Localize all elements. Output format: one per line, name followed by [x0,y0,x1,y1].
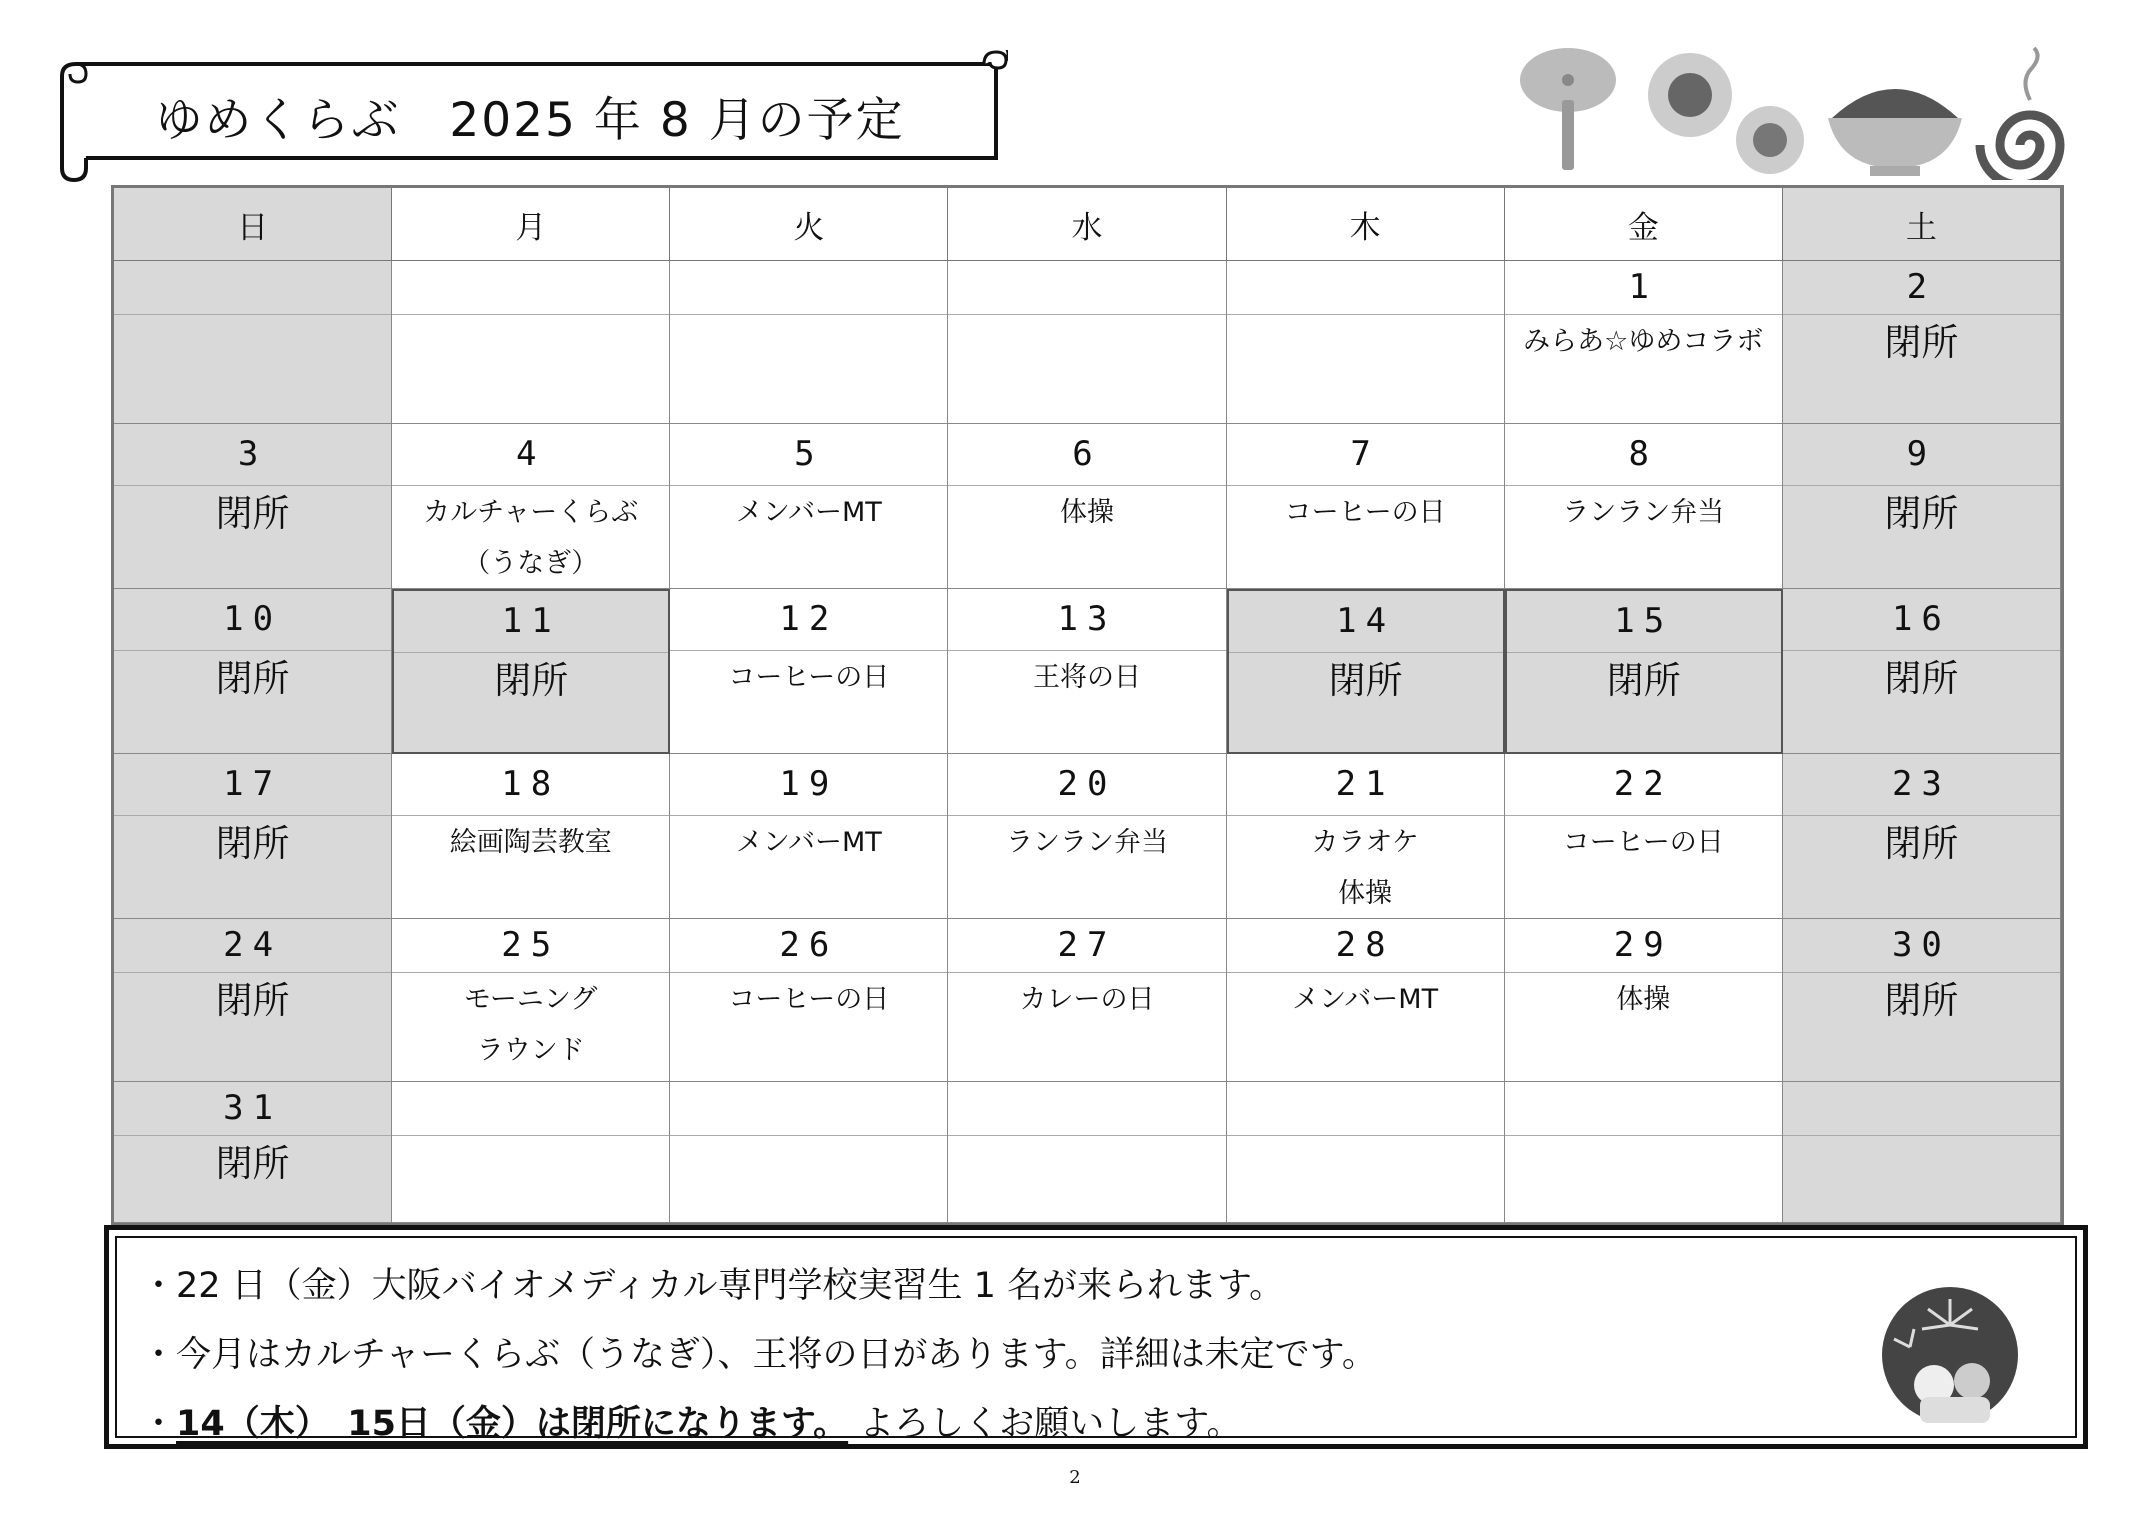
day-cell [1505,1082,1783,1223]
day-divider [1505,485,1782,486]
day-number: 19 [779,763,839,804]
day-number: 2 [1906,266,1937,307]
day-divider [1783,972,2060,973]
day-cell [392,754,670,919]
event-list [1783,487,2060,541]
day-cell [114,424,392,589]
closed-label: 閉所 [215,822,290,865]
event-item: コーヒーの日 [1562,827,1724,858]
day-divider [670,485,947,486]
event-list [1505,974,1782,1025]
event-list [948,652,1225,703]
day-cell [1783,589,2061,754]
day-divider [1783,485,2060,486]
day-divider [114,1135,391,1136]
closed-label: 閉所 [494,659,569,702]
day-divider [1783,815,2060,816]
day-cell [114,589,392,754]
day-divider [1783,650,2060,651]
event-item: ラウンド [476,1035,585,1066]
day-number: 29 [1613,924,1673,965]
day-divider [1227,485,1504,486]
day-cell [670,261,948,424]
notes-inner-frame [115,1236,2077,1444]
event-item: メンバーMT [1292,984,1439,1015]
event-list [948,817,1225,868]
day-divider [948,314,1225,315]
sunflower-small-icon [1736,106,1804,174]
event-item: カルチャーくらぶ [423,497,639,528]
weekday-header: 火 [670,188,948,261]
day-divider [1783,314,2060,315]
day-number: 7 [1350,433,1380,474]
event-item: モーニング [464,984,598,1015]
event-list [114,652,391,706]
closed-label: 閉所 [1884,321,1959,364]
event-list [948,487,1225,538]
day-cell [1783,1082,2061,1223]
event-item: 体操 [1338,878,1393,909]
weekday-header: 月 [392,188,670,261]
day-divider [392,972,669,973]
note-line-3 [141,1396,1241,1446]
day-cell [670,424,948,589]
event-list [670,817,947,868]
day-divider [670,972,947,973]
day-number: 12 [779,598,839,639]
day-cell [1783,754,2061,919]
day-number: 22 [1613,763,1673,804]
day-number: 16 [1891,598,1951,639]
day-cell [948,754,1226,919]
day-number: 1 [1628,266,1659,307]
event-list [392,487,669,589]
weekday-header: 金 [1505,188,1783,261]
event-item: コーヒーの日 [728,662,890,693]
day-cell [1783,919,2061,1082]
event-list [1505,817,1782,868]
day-divider [1505,1135,1782,1136]
day-number: 9 [1906,433,1937,474]
day-divider [392,815,669,816]
event-item: メンバーMT [735,827,882,858]
day-cell [948,424,1226,589]
day-number: 25 [501,924,561,965]
event-list [1783,652,2060,706]
day-cell [392,1082,670,1223]
day-number: 8 [1628,433,1659,474]
day-divider [1229,652,1503,653]
day-number: 17 [223,763,283,804]
day-cell [114,261,392,424]
event-item: ランラン弁当 [1005,827,1168,858]
day-cell [1227,589,1505,754]
event-item: カレーの日 [1019,984,1155,1015]
day-cell [948,261,1226,424]
day-number: 13 [1057,598,1117,639]
day-divider [1783,1135,2060,1136]
day-cell [114,754,392,919]
day-number: 3 [237,433,268,474]
day-cell [392,589,670,754]
event-list [114,1137,391,1191]
day-divider [1505,815,1782,816]
day-divider [670,815,947,816]
event-item: カラオケ [1311,827,1419,858]
event-item: ランラン弁当 [1562,497,1725,528]
day-cell [670,1082,948,1223]
notes-box [104,1225,2088,1449]
closed-label: 閉所 [215,979,290,1022]
note-line-3-suffix: よろしくお願いします。 [848,1404,1242,1444]
day-divider [670,1135,947,1136]
note-line-2: ・今月はカルチャーくらぶ（うなぎ）、王将の日があります。詳細は未定です。 [141,1335,1377,1375]
day-number: 15 [1614,600,1674,641]
event-list [1783,817,2060,871]
event-list [394,654,668,708]
day-divider [1227,314,1504,315]
day-cell [670,754,948,919]
wind-chime-icon [1520,48,1616,170]
closed-label: 閉所 [1884,657,1959,700]
event-list [1227,974,1504,1025]
day-cell [1505,589,1783,754]
page-title: ゆめくらぶ 2025 年 8 月の予定 [155,93,905,148]
event-list [1505,316,1782,367]
day-divider [670,314,947,315]
day-divider [948,815,1225,816]
day-number: 23 [1891,763,1951,804]
day-number: 31 [223,1087,283,1128]
event-list [114,487,391,541]
day-cell [392,424,670,589]
weekday-header-row [114,188,2061,261]
day-cell [1227,1082,1505,1223]
day-number: 18 [501,763,561,804]
closed-label: 閉所 [1884,979,1959,1022]
day-divider [1227,972,1504,973]
event-item: 体操 [1616,984,1671,1015]
day-cell [1505,261,1783,424]
event-list [1227,487,1504,538]
mosquito-coil-icon [1980,48,2060,180]
day-number: 20 [1057,763,1117,804]
closed-label: 閉所 [1884,492,1959,535]
event-list [670,652,947,703]
event-list [392,974,669,1076]
event-list [1227,817,1504,919]
day-divider [1227,815,1504,816]
weekday-header: 日 [114,188,392,261]
day-divider [114,314,391,315]
event-list [670,487,947,538]
day-cell [1505,919,1783,1082]
day-divider [1505,972,1782,973]
summer-decorations [1510,40,2090,180]
note-line-1: ・22 日（金）大阪バイオメディカル専門学校実習生 1 名が来られます。 [141,1266,1285,1306]
fireworks-icon [1880,1285,2020,1425]
day-number: 30 [1891,924,1951,965]
day-cell [948,589,1226,754]
day-cell [1783,424,2061,589]
day-divider [392,485,669,486]
event-list [1783,974,2060,1028]
event-item: みらあ☆ゆめコラボ [1523,326,1764,357]
day-cell [114,1082,392,1223]
day-divider [392,1135,669,1136]
day-cell [1227,919,1505,1082]
day-divider [394,652,668,653]
day-cell [948,1082,1226,1223]
day-cell [670,919,948,1082]
event-item: 絵画陶芸教室 [449,827,612,858]
day-cell [114,919,392,1082]
weekday-header: 水 [948,188,1226,261]
closed-label: 閉所 [215,657,290,700]
sunflower-icon [1648,53,1732,137]
event-item: （うなぎ） [463,548,599,579]
event-item: 体操 [1059,497,1114,528]
day-cell [1505,754,1783,919]
day-cell [948,919,1226,1082]
day-divider [948,1135,1225,1136]
day-cell [1505,424,1783,589]
closed-label: 閉所 [215,492,290,535]
day-divider [114,815,391,816]
calendar-grid [111,185,2064,1225]
event-list [1507,654,1781,708]
day-cell [392,919,670,1082]
event-list [392,817,669,868]
day-number: 14 [1336,600,1396,641]
day-divider [670,650,947,651]
day-cell [392,261,670,424]
event-item: 王将の日 [1032,662,1141,693]
event-item: メンバーMT [735,497,882,528]
day-number: 4 [515,433,546,474]
day-cell [1227,754,1505,919]
closure-notice: 14（木） 15日（金）は閉所になります。 [176,1404,849,1444]
day-number: 5 [794,433,824,474]
day-number: 6 [1072,433,1102,474]
event-item: コーヒーの日 [728,984,890,1015]
event-list [1505,487,1782,538]
day-number: 10 [223,598,283,639]
day-cell [1227,261,1505,424]
day-cell [670,589,948,754]
day-number: 11 [501,600,561,641]
day-divider [114,972,391,973]
event-list [1783,316,2060,370]
day-number: 24 [223,924,283,965]
day-divider [948,485,1225,486]
day-number: 21 [1335,763,1395,804]
closed-label: 閉所 [215,1142,290,1185]
day-number: 27 [1057,924,1117,965]
day-divider [392,314,669,315]
day-divider [1507,652,1781,653]
day-number: 26 [779,924,839,965]
day-number: 28 [1335,924,1395,965]
day-divider [1505,314,1782,315]
weekday-header: 土 [1783,188,2061,261]
weekday-header: 木 [1227,188,1505,261]
event-list [670,974,947,1025]
day-divider [114,650,391,651]
page-number: 2 [1069,1467,1081,1488]
event-list [1229,654,1503,708]
shaved-ice-icon [1828,89,1962,176]
day-cell [1783,261,2061,424]
event-list [114,974,391,1028]
note-line-3-bullet: ・ [141,1404,177,1444]
closed-label: 閉所 [1328,659,1403,702]
day-divider [948,650,1225,651]
event-item: コーヒーの日 [1284,497,1446,528]
day-cell [1227,424,1505,589]
event-list [114,817,391,871]
day-divider [114,485,391,486]
closed-label: 閉所 [1884,822,1959,865]
event-list [948,974,1225,1025]
day-divider [1227,1135,1504,1136]
closed-label: 閉所 [1606,659,1681,702]
day-divider [948,972,1225,973]
